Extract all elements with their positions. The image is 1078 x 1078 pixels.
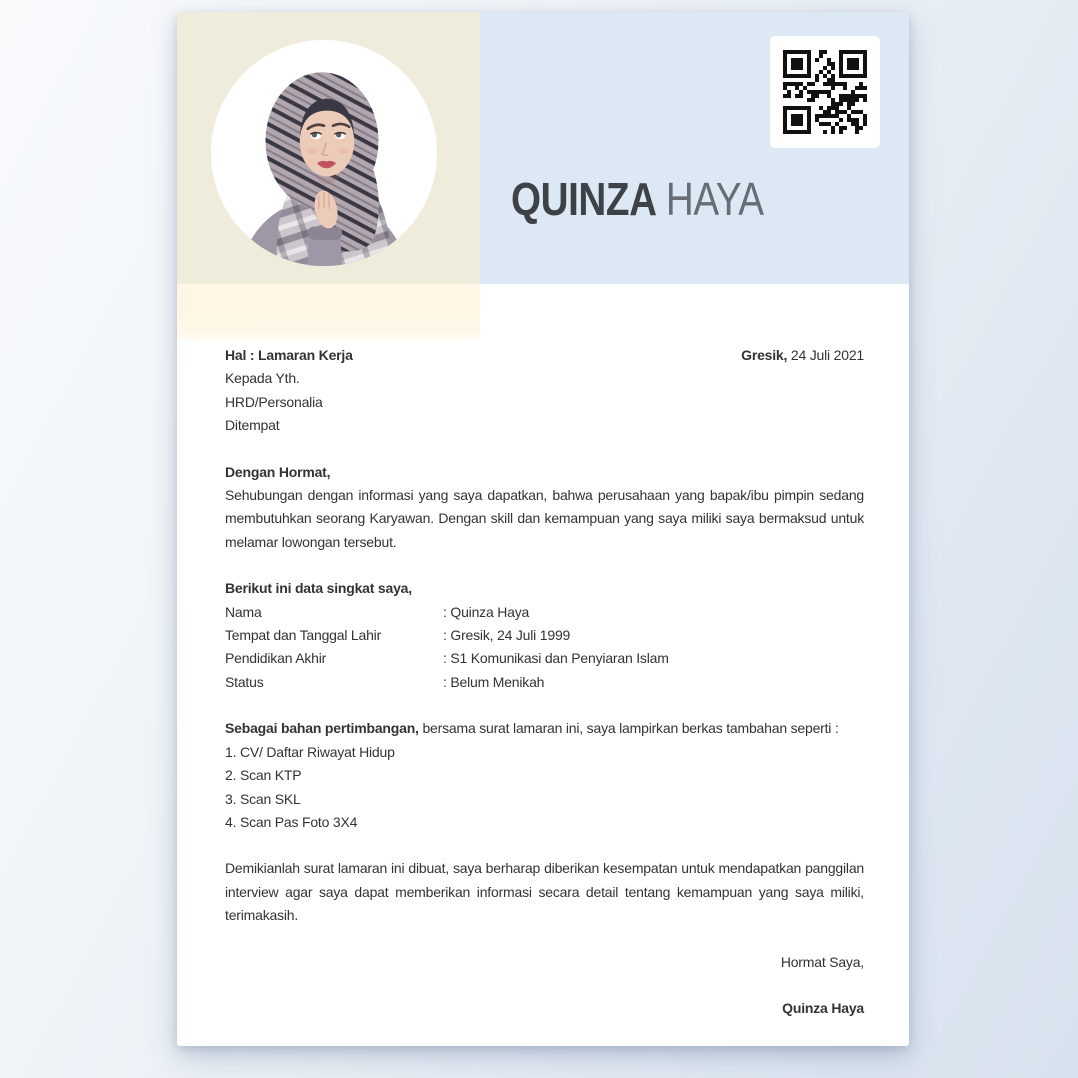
date-place: Gresik, bbox=[741, 347, 788, 363]
attachment-item: 4. Scan Pas Foto 3X4 bbox=[225, 813, 358, 830]
opening-paragraph: Sehubungan dengan informasi yang saya dapatkan, bahwa perusahaan yang bapak/ibu pimpin sedang membutuhkan seorang Karyawan. Dengan skill dan kemampuan yang saya miliki saya bermaksud untuk melamar lowongan tersebut. bbox=[225, 487, 864, 550]
recipient-line: HRD/Personalia bbox=[225, 393, 323, 410]
recipient-line: Ditempat bbox=[225, 417, 280, 434]
subject-line: Hal : Lamaran Kerja bbox=[225, 347, 353, 363]
closing-paragraph: Demikianlah surat lamaran ini dibuat, saya berharap diberikan kesempatan untuk mendapatkan panggilan interview agar saya dapat memberikan informasi secara detail tentang kemampuan yang saya miliki, terimakasih. bbox=[225, 860, 864, 924]
qr-code-pattern bbox=[783, 50, 867, 134]
salutation: Dengan Hormat, bbox=[225, 463, 331, 480]
qr-code-icon bbox=[770, 36, 880, 148]
data-row bbox=[225, 624, 864, 647]
attachments-lead bbox=[225, 717, 864, 740]
substrip-white-block bbox=[480, 284, 909, 340]
letter-document bbox=[177, 12, 909, 1046]
data-row bbox=[225, 671, 864, 694]
data-value: : Quinza Haya bbox=[443, 603, 530, 620]
signature-name: Quinza Haya bbox=[782, 999, 864, 1016]
data-label: Tempat dan Tanggal Lahir bbox=[225, 627, 382, 644]
data-intro: Berikut ini data singkat saya, bbox=[225, 580, 412, 597]
name-panel bbox=[480, 12, 909, 284]
data-label: Status bbox=[225, 673, 264, 690]
document-header bbox=[177, 12, 909, 284]
profile-photo bbox=[211, 40, 437, 266]
letter-body bbox=[177, 340, 909, 1020]
attachments-lead-bold: Sebagai bahan pertimbangan, bbox=[225, 720, 419, 737]
substrip-cream-block bbox=[177, 284, 480, 340]
header-substrip bbox=[177, 284, 909, 340]
attachment-item: 1. CV/ Daftar Riwayat Hidup bbox=[225, 743, 395, 760]
date-line bbox=[741, 344, 864, 367]
attachment-item: 3. Scan SKL bbox=[225, 790, 301, 807]
photo-panel bbox=[177, 12, 480, 284]
attachments-lead-rest: bersama surat lamaran ini, saya lampirkan berkas tambahan seperti : bbox=[418, 720, 839, 737]
applicant-name-title bbox=[511, 173, 764, 225]
data-value: : Belum Menikah bbox=[443, 673, 545, 690]
data-value: : Gresik, 24 Juli 1999 bbox=[443, 627, 571, 644]
data-label: Nama bbox=[225, 603, 262, 620]
applicant-first-name: QUINZA bbox=[511, 173, 657, 225]
data-row bbox=[225, 647, 864, 670]
data-value: : S1 Komunikasi dan Penyiaran Islam bbox=[443, 650, 669, 667]
recipient-line: Kepada Yth. bbox=[225, 370, 300, 387]
data-row bbox=[225, 601, 864, 624]
date-value: 24 Juli 2021 bbox=[787, 347, 864, 363]
portrait-illustration bbox=[211, 40, 437, 266]
applicant-last-name: HAYA bbox=[665, 173, 764, 225]
subject-date-row bbox=[225, 344, 864, 367]
attachment-item: 2. Scan KTP bbox=[225, 767, 302, 784]
data-label: Pendidikan Akhir bbox=[225, 650, 327, 667]
signoff: Hormat Saya, bbox=[780, 953, 864, 970]
